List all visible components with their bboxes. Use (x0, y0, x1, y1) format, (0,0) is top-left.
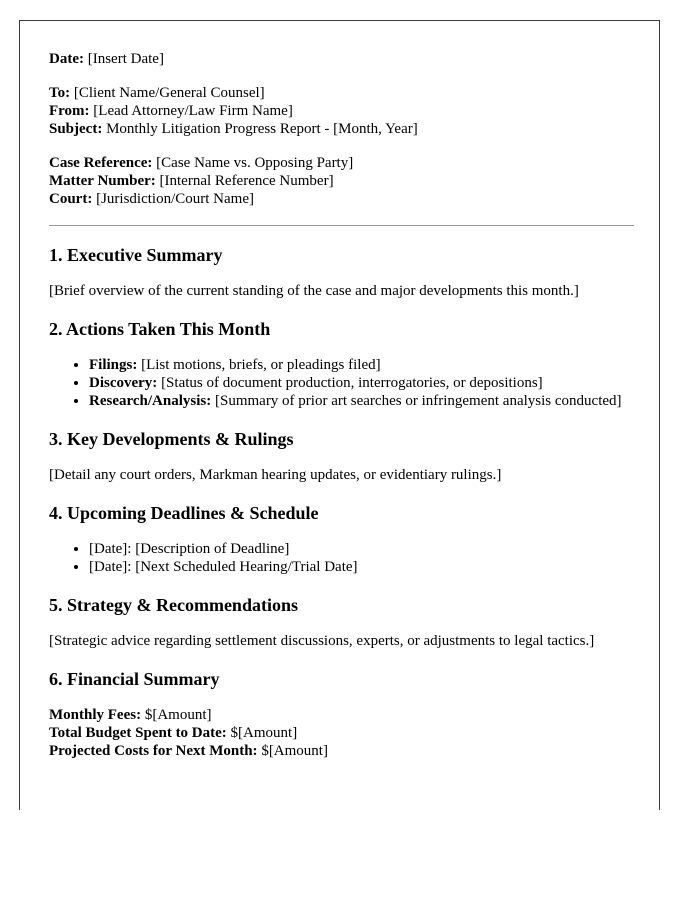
filings-text: [List motions, briefs, or pleadings filed] (137, 357, 381, 373)
monthly-fees-label: Monthly Fees: (49, 707, 142, 723)
date-label: Date: (49, 51, 84, 67)
from-value: [Lead Attorney/Law Firm Name] (89, 103, 293, 119)
to-value: [Client Name/General Counsel] (70, 85, 265, 101)
executive-summary-text: [Brief overview of the current standing of the case and major developments this month.] (49, 283, 579, 299)
section-heading-key-developments: 3. Key Developments & Rulings (49, 429, 294, 449)
case-reference-value: [Case Name vs. Opposing Party] (152, 155, 354, 171)
projected-costs-label: Projected Costs for Next Month: (49, 743, 258, 759)
research-label: Research/Analysis: (89, 393, 212, 409)
monthly-fees-value: $[Amount] (141, 707, 212, 723)
discovery-label: Discovery: (89, 375, 158, 391)
matter-number-value: [Internal Reference Number] (155, 173, 334, 189)
list-item (89, 374, 634, 392)
projected-costs-line (49, 742, 634, 760)
deadlines-list (49, 540, 634, 576)
financial-block (49, 706, 634, 760)
subject-label: Subject: (49, 121, 103, 137)
case-reference-line (49, 154, 634, 172)
court-line (49, 190, 634, 208)
section-heading-strategy: 5. Strategy & Recommendations (49, 595, 298, 615)
date-value: [Insert Date] (83, 51, 164, 67)
list-item: • [Date]: [Description of Deadline] (89, 540, 634, 558)
filings-label: Filings: (89, 357, 138, 373)
budget-spent-line (49, 724, 634, 742)
to-line (49, 84, 634, 102)
case-reference-label: Case Reference: (49, 155, 153, 171)
list-item (89, 356, 634, 374)
list-item: • [Date]: [Next Scheduled Hearing/Trial Date] (89, 558, 634, 576)
strategy-text: [Strategic advice regarding settlement discussions, experts, or adjustments to legal tactics.] (49, 633, 595, 649)
subject-line (49, 120, 634, 138)
court-value: [Jurisdiction/Court Name] (92, 191, 254, 207)
court-label: Court: (49, 191, 93, 207)
projected-costs-value: $[Amount] (257, 743, 328, 759)
list-item (89, 392, 634, 410)
key-developments-text: [Detail any court orders, Markman hearing updates, or evidentiary rulings.] (49, 467, 502, 483)
section-heading-actions: 2. Actions Taken This Month (49, 319, 271, 339)
budget-spent-label: Total Budget Spent to Date: (49, 725, 227, 741)
subject-value: Monthly Litigation Progress Report - [Month, Year] (102, 121, 418, 137)
document-page (19, 20, 660, 810)
date-line (49, 50, 634, 68)
case-block (49, 154, 634, 208)
budget-spent-value: $[Amount] (226, 725, 298, 741)
discovery-text: [Status of document production, interrogatories, or depositions] (157, 375, 543, 391)
routing-block (49, 84, 634, 138)
monthly-fees-line (49, 706, 634, 724)
to-label: To: (49, 85, 71, 101)
research-text: [Summary of prior art searches or infringement analysis conducted] (211, 393, 622, 409)
section-heading-financial: 6. Financial Summary (49, 669, 220, 689)
actions-list (49, 356, 634, 410)
from-label: From: (49, 103, 90, 119)
from-line (49, 102, 634, 120)
matter-number-label: Matter Number: (49, 173, 156, 189)
section-heading-deadlines: 4. Upcoming Deadlines & Schedule (49, 503, 319, 523)
divider (49, 225, 634, 226)
matter-number-line (49, 172, 634, 190)
document-body (49, 50, 634, 760)
section-heading-executive-summary: 1. Executive Summary (49, 245, 223, 265)
